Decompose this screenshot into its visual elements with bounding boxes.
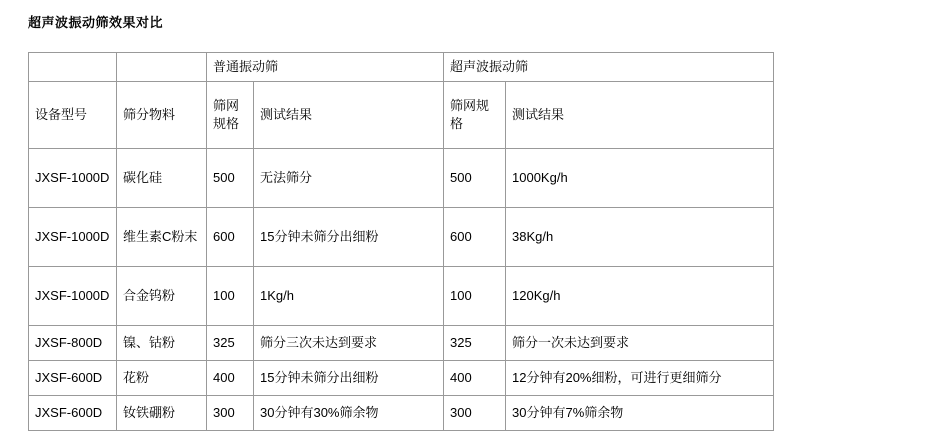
cell-mesh-ultra: 400 <box>444 360 506 395</box>
table-row <box>29 325 774 360</box>
table-row <box>29 395 774 430</box>
table-row <box>29 360 774 395</box>
page-title: 超声波振动筛效果对比 <box>28 15 164 30</box>
cell-material: 镍、钴粉 <box>117 325 207 360</box>
table-row <box>29 207 774 266</box>
cell-mesh-normal: 500 <box>207 148 254 207</box>
header-group-blank-1 <box>29 53 117 82</box>
header-group-ultrasonic-sieve: 超声波振动筛 <box>444 53 774 82</box>
table-row <box>29 148 774 207</box>
cell-result-normal: 无法筛分 <box>254 148 444 207</box>
cell-result-ultra: 12分钟有20%细粉，可进行更细筛分 <box>506 360 774 395</box>
cell-material: 碳化硅 <box>117 148 207 207</box>
cell-result-normal: 1Kg/h <box>254 266 444 325</box>
table-row <box>29 266 774 325</box>
header-mesh-normal: 筛网规格 <box>207 81 254 148</box>
cell-model: JXSF-600D <box>29 360 117 395</box>
header-mesh-ultra: 筛网规格 <box>444 81 506 148</box>
comparison-table-container <box>28 52 773 431</box>
comparison-table <box>28 52 774 431</box>
cell-model: JXSF-1000D <box>29 266 117 325</box>
cell-model: JXSF-800D <box>29 325 117 360</box>
cell-mesh-ultra: 100 <box>444 266 506 325</box>
cell-result-ultra: 120Kg/h <box>506 266 774 325</box>
header-group-blank-2 <box>117 53 207 82</box>
cell-material: 花粉 <box>117 360 207 395</box>
cell-mesh-normal: 400 <box>207 360 254 395</box>
table-header-sub-row <box>29 81 774 148</box>
cell-mesh-normal: 100 <box>207 266 254 325</box>
cell-result-normal: 15分钟未筛分出细粉 <box>254 207 444 266</box>
cell-material: 维生素C粉末 <box>117 207 207 266</box>
cell-mesh-normal: 300 <box>207 395 254 430</box>
cell-result-ultra: 38Kg/h <box>506 207 774 266</box>
header-result-ultra: 测试结果 <box>506 81 774 148</box>
cell-mesh-ultra: 300 <box>444 395 506 430</box>
cell-result-ultra: 30分钟有7%筛余物 <box>506 395 774 430</box>
header-group-normal-sieve: 普通振动筛 <box>207 53 444 82</box>
cell-model: JXSF-1000D <box>29 148 117 207</box>
cell-result-normal: 15分钟未筛分出细粉 <box>254 360 444 395</box>
cell-mesh-ultra: 600 <box>444 207 506 266</box>
table-header-group-row <box>29 53 774 82</box>
cell-result-ultra: 1000Kg/h <box>506 148 774 207</box>
cell-model: JXSF-1000D <box>29 207 117 266</box>
cell-mesh-normal: 325 <box>207 325 254 360</box>
cell-result-normal: 筛分三次未达到要求 <box>254 325 444 360</box>
cell-result-normal: 30分钟有30%筛余物 <box>254 395 444 430</box>
cell-model: JXSF-600D <box>29 395 117 430</box>
cell-material: 合金钨粉 <box>117 266 207 325</box>
header-result-normal: 测试结果 <box>254 81 444 148</box>
cell-material: 钕铁硼粉 <box>117 395 207 430</box>
cell-mesh-normal: 600 <box>207 207 254 266</box>
cell-mesh-ultra: 325 <box>444 325 506 360</box>
header-model: 设备型号 <box>29 81 117 148</box>
cell-result-ultra: 筛分一次未达到要求 <box>506 325 774 360</box>
header-material: 筛分物料 <box>117 81 207 148</box>
cell-mesh-ultra: 500 <box>444 148 506 207</box>
